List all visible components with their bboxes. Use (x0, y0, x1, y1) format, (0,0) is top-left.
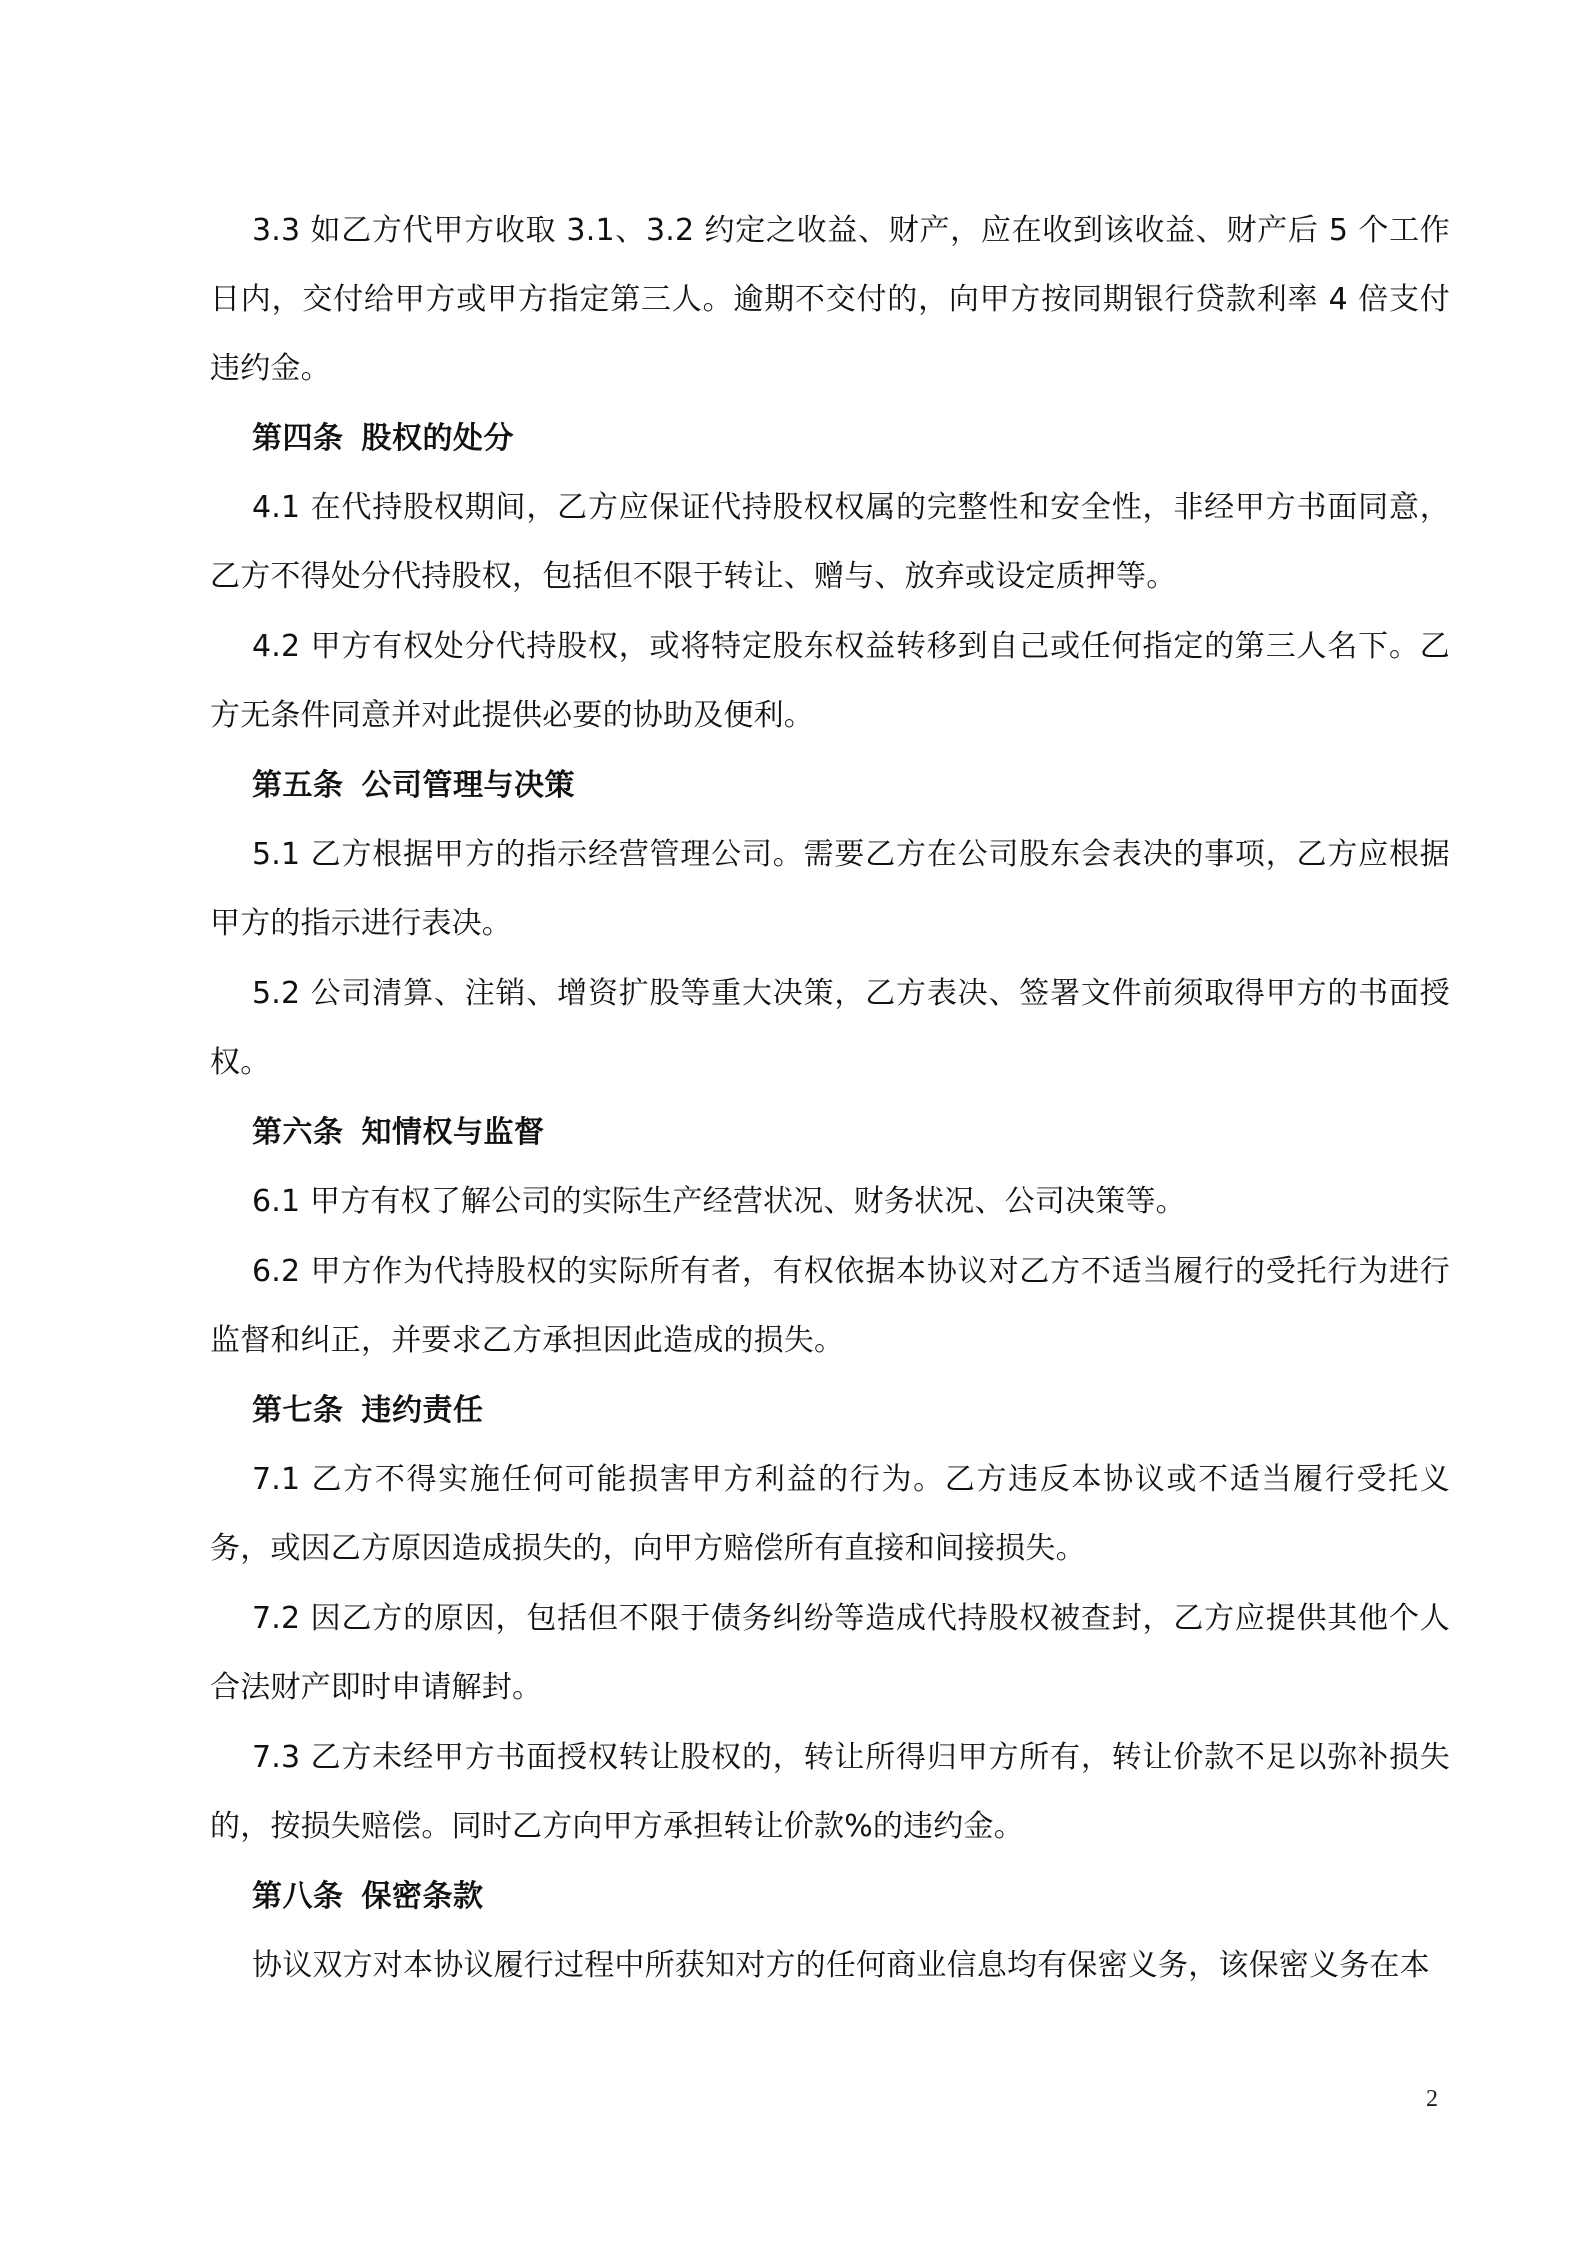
section-heading (210, 1862, 1450, 1931)
clause-paragraph: 4.1 在代持股权期间，乙方应保证代持股权权属的完整性和安全性，非经甲方书面同意，乙方不得处分代持股权，包括但不限于转让、赠与、放弃或设定质押等。 (210, 490, 1450, 594)
clause-paragraph: 7.1 乙方不得实施任何可能损害甲方利益的行为。乙方违反本协议或不适当履行受托义务，或因乙方原因造成损失的，向甲方赔偿所有直接和间接损失。 (210, 1462, 1450, 1566)
clause-paragraph: 7.2 因乙方的原因，包括但不限于债务纠纷等造成代持股权被查封，乙方应提供其他个人合法财产即时申请解封。 (210, 1601, 1450, 1705)
section-heading-title: 违约责任 (361, 1393, 484, 1428)
section-heading-number: 第五条 (252, 768, 344, 803)
section-heading (210, 404, 1450, 473)
clause-paragraph: 7.3 乙方未经甲方书面授权转让股权的，转让所得归甲方所有，转让价款不足以弥补损失的，按损失赔偿。同时乙方向甲方承担转让价款%的违约金。 (210, 1740, 1450, 1844)
clause-paragraph: 6.2 甲方作为代持股权的实际所有者，有权依据本协议对乙方不适当履行的受托行为进行监督和纠正，并要求乙方承担因此造成的损失。 (210, 1254, 1450, 1358)
section-heading-number: 第六条 (252, 1115, 344, 1150)
section-heading-title: 知情权与监督 (361, 1115, 545, 1150)
section-heading-title: 股权的处分 (361, 421, 514, 456)
clause-paragraph: 协议双方对本协议履行过程中所获知对方的任何商业信息均有保密义务，该保密义务在本 (252, 1948, 1430, 1983)
page-number: 2 (1426, 2086, 1438, 2112)
section-heading (210, 751, 1450, 820)
section-heading (210, 1376, 1450, 1445)
clause-paragraph: 4.2 甲方有权处分代持股权，或将特定股东权益转移到自己或任何指定的第三人名下。乙方无条件同意并对此提供必要的协助及便利。 (210, 629, 1450, 733)
document-body (210, 196, 1450, 2001)
clause-paragraph: 5.2 公司清算、注销、增资扩股等重大决策，乙方表决、签署文件前须取得甲方的书面授权。 (210, 976, 1450, 1080)
clause-paragraph: 3.3 如乙方代甲方收取 3.1、3.2 约定之收益、财产，应在收到该收益、财产后 5 个工作日内，交付给甲方或甲方指定第三人。逾期不交付的，向甲方按同期银行贷款利率 4 倍支付违约金。 (210, 213, 1450, 386)
section-heading-number: 第七条 (252, 1393, 344, 1428)
section-heading-number: 第四条 (252, 421, 344, 456)
clause-paragraph: 6.1 甲方有权了解公司的实际生产经营状况、财务状况、公司决策等。 (252, 1184, 1186, 1219)
section-heading-title: 公司管理与决策 (361, 768, 575, 803)
section-heading-number: 第八条 (252, 1879, 344, 1914)
section-heading (210, 1098, 1450, 1167)
section-heading-title: 保密条款 (361, 1879, 484, 1914)
clause-paragraph: 5.1 乙方根据甲方的指示经营管理公司。需要乙方在公司股东会表决的事项，乙方应根据甲方的指示进行表决。 (210, 837, 1450, 941)
